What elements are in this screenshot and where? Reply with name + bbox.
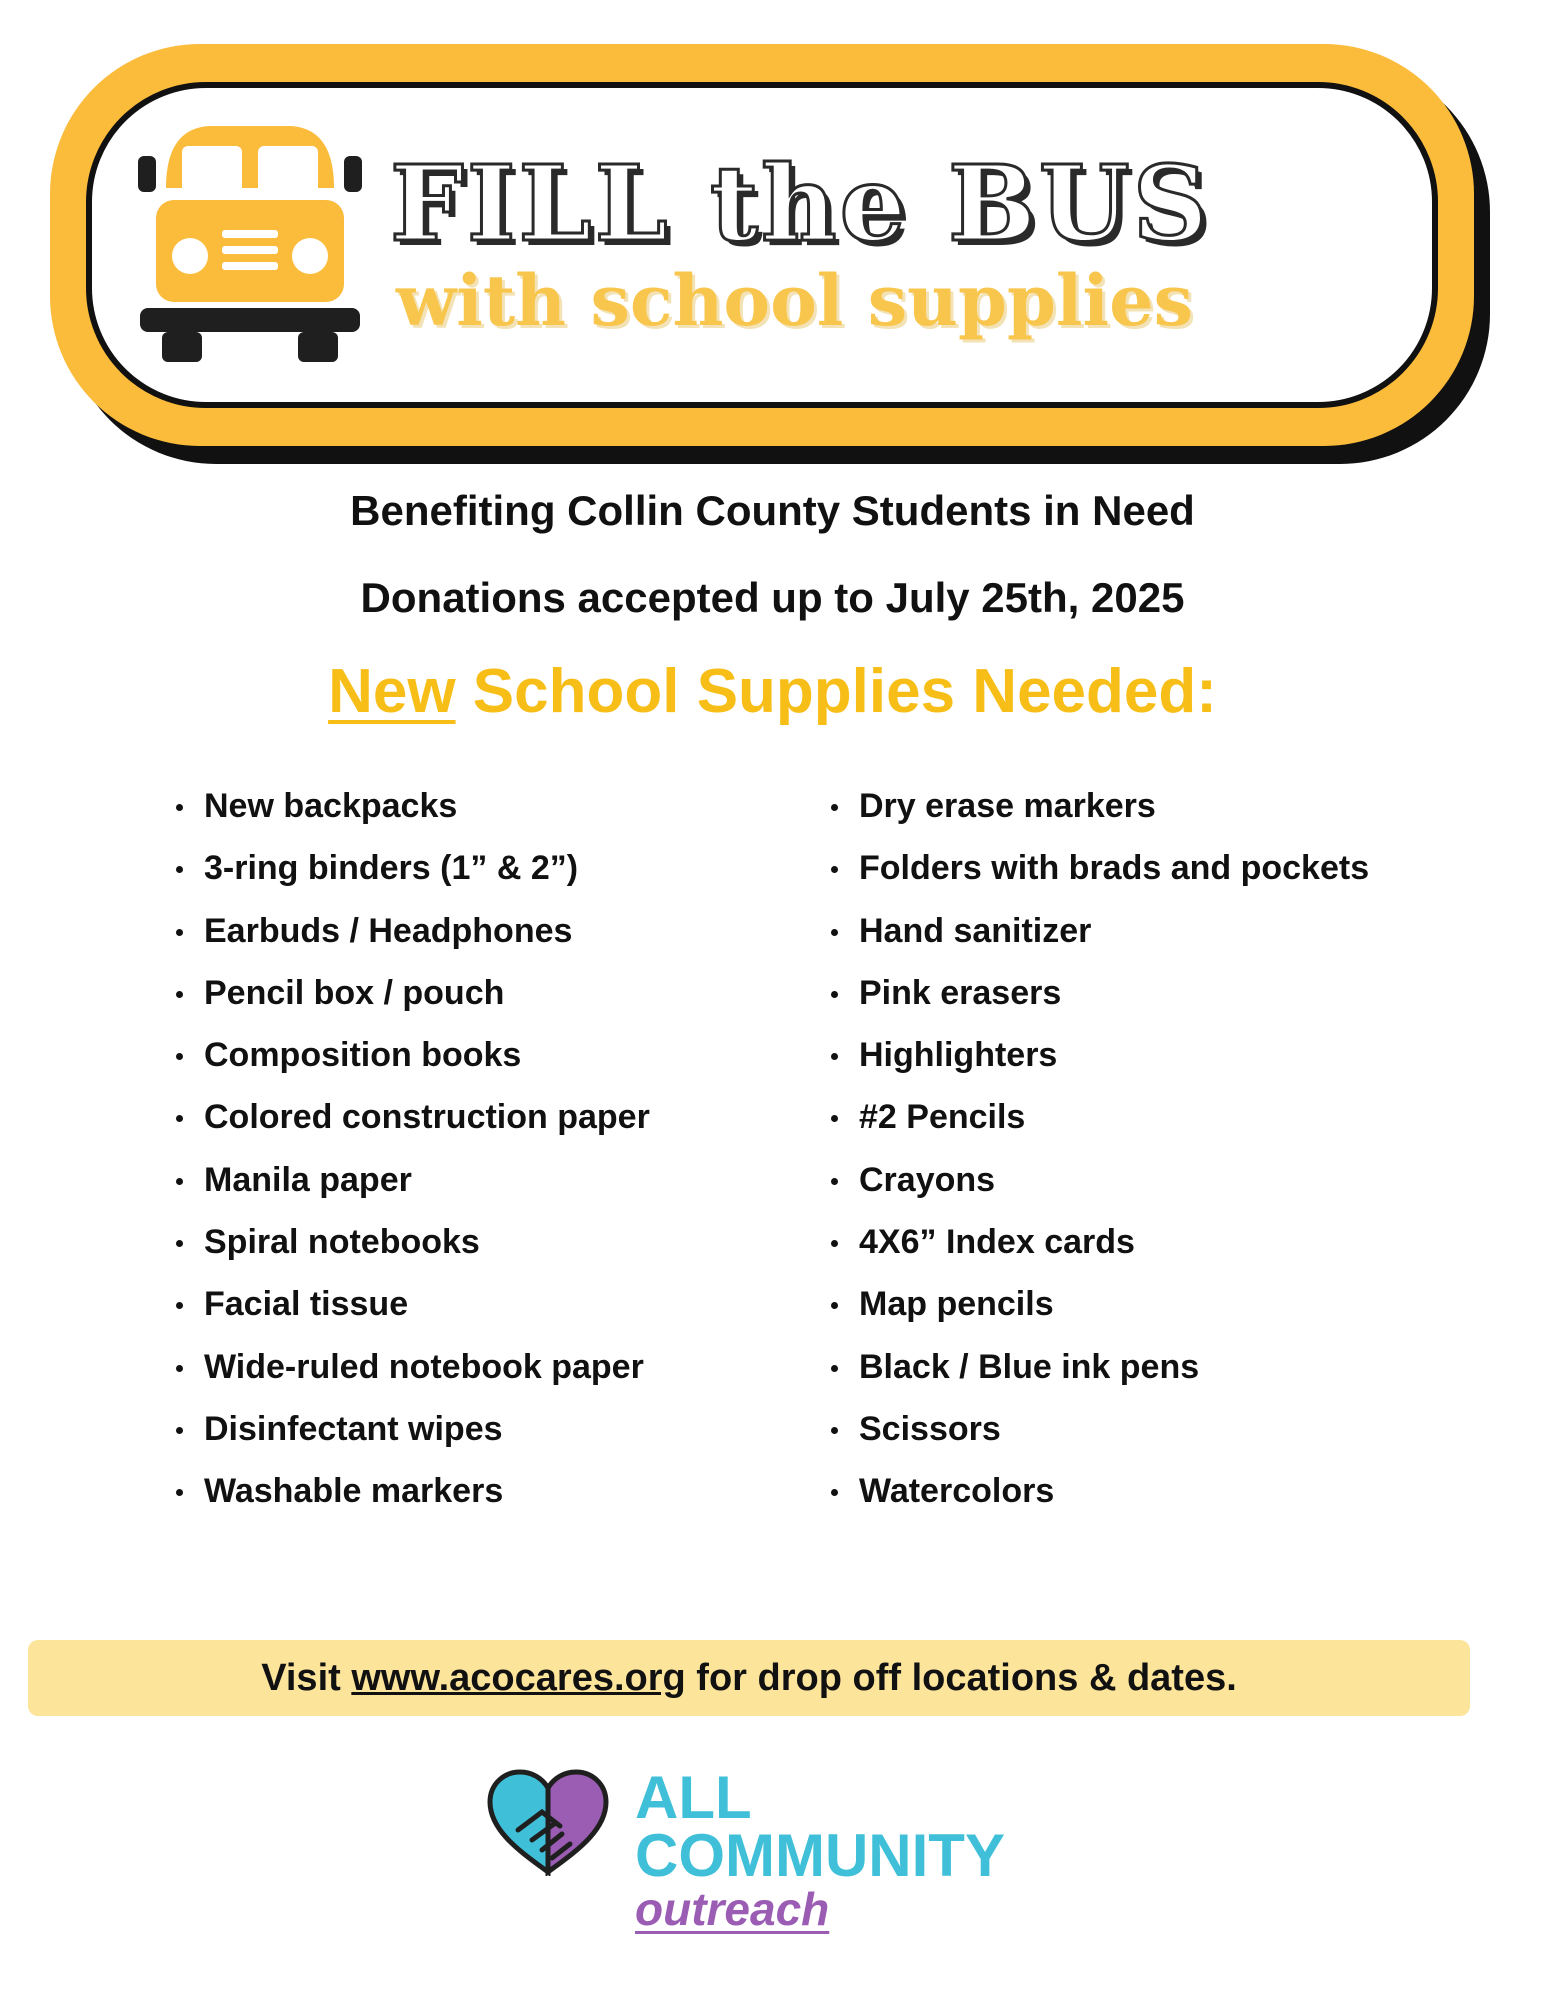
list-item: Wide-ruled notebook paper: [172, 1337, 650, 1399]
list-item: Manila paper: [172, 1150, 650, 1212]
banner: [50, 44, 1490, 464]
visit-banner: [28, 1640, 1470, 1716]
list-item: Dry erase markers: [827, 776, 1369, 838]
list-item: Black / Blue ink pens: [827, 1337, 1369, 1399]
list-item: Crayons: [827, 1150, 1369, 1212]
list-item: 3-ring binders (1” & 2”): [172, 838, 650, 900]
donations-line: Donations accepted up to July 25th, 2025: [360, 574, 1185, 621]
supplies-list-left: [172, 776, 650, 1524]
supplies-heading: [0, 656, 1545, 727]
visit-prefix: Visit: [261, 1657, 352, 1699]
supplies-heading-new: New: [328, 657, 456, 726]
list-item: Watercolors: [827, 1461, 1369, 1523]
list-item: Earbuds / Headphones: [172, 901, 650, 963]
list-item: Pink erasers: [827, 963, 1369, 1025]
list-item: Disinfectant wipes: [172, 1399, 650, 1461]
list-item: 4X6” Index cards: [827, 1212, 1369, 1274]
supplies-heading-rest: School Supplies Needed:: [455, 657, 1217, 726]
list-item: Hand sanitizer: [827, 901, 1369, 963]
heart-handshake-icon: [484, 1768, 612, 1876]
logo-text-all: ALL: [635, 1764, 752, 1831]
school-bus-icon: [132, 118, 368, 368]
list-item: Washable markers: [172, 1461, 650, 1523]
list-item: New backpacks: [172, 776, 650, 838]
supplies-list-right: [827, 776, 1369, 1524]
banner-subtitle: with school supplies: [396, 259, 1194, 342]
benefit-line: Benefiting Collin County Students in Need: [350, 487, 1195, 534]
list-item: Composition books: [172, 1025, 650, 1087]
website-link[interactable]: www.acocares.org: [351, 1657, 686, 1699]
list-item: Spiral notebooks: [172, 1212, 650, 1274]
list-item: Facial tissue: [172, 1274, 650, 1336]
logo-text-community: COMMUNITY: [635, 1822, 1005, 1889]
logo-text-outreach: outreach: [635, 1883, 830, 1935]
list-item: Folders with brads and pockets: [827, 838, 1369, 900]
list-item: Pencil box / pouch: [172, 963, 650, 1025]
list-item: Scissors: [827, 1399, 1369, 1461]
banner-title: FILL the BUS: [390, 142, 1211, 265]
list-item: Highlighters: [827, 1025, 1369, 1087]
visit-suffix: for drop off locations & dates.: [685, 1657, 1237, 1699]
list-item: #2 Pencils: [827, 1087, 1369, 1149]
aco-logo: [484, 1764, 1044, 1958]
list-item: Colored construction paper: [172, 1087, 650, 1149]
list-item: Map pencils: [827, 1274, 1369, 1336]
